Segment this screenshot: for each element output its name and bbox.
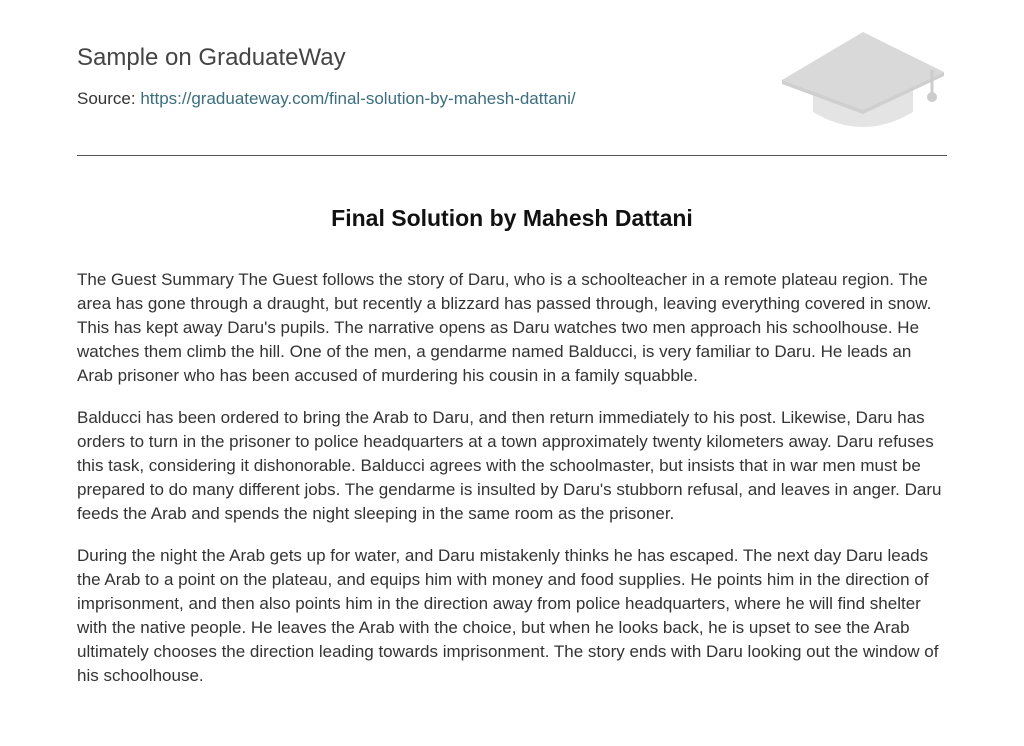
source-link[interactable]: https://graduateway.com/final-solution-by-mahesh-dattani/ <box>140 89 576 108</box>
graduation-cap-icon <box>780 30 946 132</box>
source-line <box>77 89 576 109</box>
document-title: Final Solution by Mahesh Dattani <box>331 205 693 231</box>
source-label: Source: <box>77 89 136 108</box>
site-title: Sample on GraduateWay <box>77 44 346 71</box>
page-header <box>77 0 947 156</box>
header-divider <box>77 155 947 156</box>
body-paragraph: Balducci has been ordered to bring the Arab to Daru, and then return immediately to his post. Likewise, Daru has orders to turn in the prisoner to police headquarters at a town approximately twenty kilometers away. Daru refuses this task, considering it dishonorable. Balducci agrees with the schoolmaster, but insists that in war men must be prepared to do many different jobs. The gendarme is insulted by Daru's stubborn refusal, and leaves in anger. Daru feeds the Arab and spends the night sleeping in the same room as the prisoner. <box>77 408 942 523</box>
body-paragraph: During the night the Arab gets up for water, and Daru mistakenly thinks he has escaped. The next day Daru leads the Arab to a point on the plateau, and equips him with money and food supplies. He points him in the direction of imprisonment, and then also points him in the direction away from police headquarters, where he will find shelter with the native people. He leaves the Arab with the choice, but when he looks back, he is upset to see the Arab ultimately chooses the direction leading towards imprisonment. The story ends with Daru looking out the window of his schoolhouse. <box>77 546 939 685</box>
body-paragraph: The Guest Summary The Guest follows the story of Daru, who is a schoolteacher in a remote plateau region. The area has gone through a draught, but recently a blizzard has passed through, leaving everything covered in snow. This has kept away Daru's pupils. The narrative opens as Daru watches two men approach his schoolhouse. He watches them climb the hill. One of the men, a gendarme named Balducci, is very familiar to Daru. He leads an Arab prisoner who has been accused of murdering his cousin in a family squabble. <box>77 270 932 385</box>
document-body <box>77 268 949 706</box>
